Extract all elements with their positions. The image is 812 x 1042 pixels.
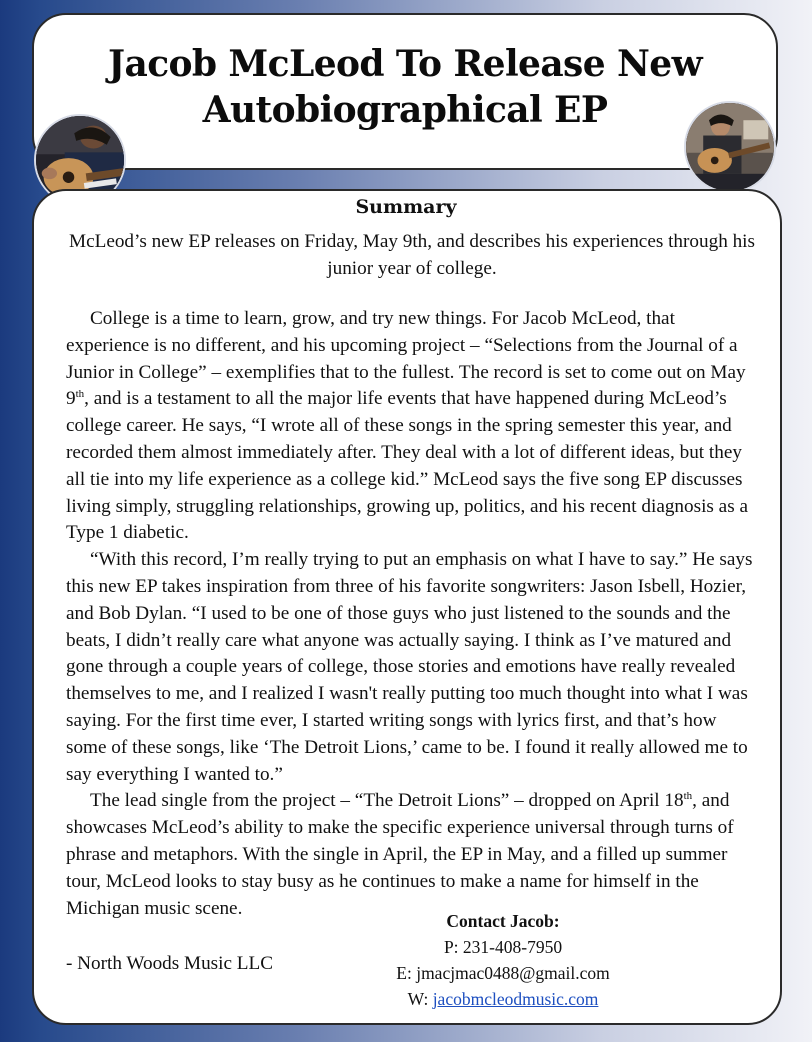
article-paragraph-3 — [66, 788, 760, 922]
article-body — [66, 306, 760, 922]
website-link[interactable]: jacobmcleodmusic.com — [432, 989, 599, 1009]
artist-photo-right — [684, 101, 776, 193]
article-paragraph-3-text: The lead single from the project – “The Detroit Lions” – dropped on April 18 — [90, 790, 684, 812]
contact-phone: P: 231-408-7950 — [443, 937, 563, 957]
article-paragraph-1 — [66, 306, 760, 547]
contact-website — [380, 986, 626, 1012]
summary-text: McLeod’s new EP releases on Friday, May 9th, and describes his experiences through his junior year of college. — [69, 231, 755, 279]
contact-title: Contact Jacob: — [446, 911, 560, 931]
contact-block — [380, 908, 626, 1012]
superscript: th — [75, 388, 85, 401]
signoff: - North Woods Music LLC — [66, 953, 274, 974]
summary-heading: Summary — [355, 196, 457, 218]
contact-email: E: jmacjmac0488@gmail.com — [396, 963, 610, 983]
superscript: th — [683, 790, 693, 803]
page-title: Jacob McLeod To Release New Autobiographical EP — [108, 43, 702, 131]
contact-website-prefix: W: — [407, 989, 433, 1009]
article-paragraph-3-text-continued: , and showcases McLeod’s ability to make the specific experience universal through turns of phrase and metaphors. With the single in April, the EP in May, and a filled up summer tour, McLeod looks to stay busy as he continues to make a name for himself in the Michigan music scene. — [66, 790, 734, 919]
article-paragraph-1-text-continued: , and is a testament to all the major life events that have happened during McLeod’s college career. He says, “I wrote all of these songs in the spring semester this year, and recorded them almost immediately after. They deal with a lot of different ideas, but they all tie into my life experience as a college kid.” McLeod says the five song EP discusses living simply, struggling relationships, growing up, politics, and his recent diagnosis as a Type 1 diabetic. — [66, 388, 748, 544]
article-paragraph-1-text: College is a time to learn, grow, and try new things. For Jacob McLeod, that experience is no different, and his upcoming project – “Selections from the Journal of a Junior in College” – exemplifies that to the fullest. The record is set to come out on May 9 — [66, 308, 746, 410]
guitar-player-icon — [686, 103, 774, 191]
title-card — [32, 13, 778, 170]
article-paragraph-2: “With this record, I’m really trying to put an emphasis on what I have to say.” He says this new EP takes inspiration from three of his favorite songwriters: Jason Isbell, Hozier, and Bob Dylan. “I used to be one of those guys who just listened to the sounds and the beats, I didn’t really care what anyone was actually saying. I think as I’ve matured and gone through a couple years of college, those stories and emotions have really revealed themselves to me, and I realized I wasn't really putting too much thought into what I was saying. For the first time ever, I started writing songs with lyrics first, and that’s how some of these songs, like ‘The Detroit Lions,’ came to be. I found it really allowed me to say everything I wanted to.” — [66, 549, 753, 785]
